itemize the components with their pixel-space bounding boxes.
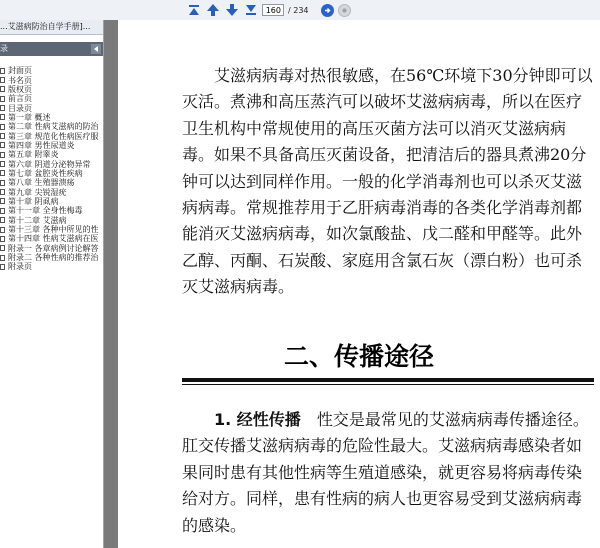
bookmark-page-icon	[0, 86, 5, 92]
first-page-button[interactable]	[186, 3, 201, 18]
collapse-panel-button[interactable]	[91, 44, 101, 54]
bookmark-item[interactable]	[0, 66, 103, 75]
bookmark-label: 目录页	[8, 103, 32, 113]
page-number-input[interactable]	[262, 4, 284, 16]
bookmark-label: 第十三章 各种中所见的性	[8, 225, 99, 235]
bookmark-label: 第十章 阴虱病	[8, 196, 59, 206]
bookmark-page-icon	[0, 217, 5, 223]
bookmark-item[interactable]	[0, 244, 103, 253]
collapse-icon	[93, 46, 99, 52]
bookmark-page-icon	[0, 264, 5, 270]
body-paragraph-1: 艾滋病病毒对热很敏感，在56℃环境下30分钟即可以灭活。煮沸和高压蒸汽可以破坏艾滋病病毒，所以在医疗卫生机构中常规使用的高压灭菌方法可以消灭艾滋病病毒。如果不具备高压灭菌设备，把清洁后的器具煮沸20分钟可以达到同样作用。一般的化学消毒剂也可以杀灭艾滋病病毒。常规推荐用于乙肝病毒消毒的各类化学消毒剂都能消灭艾滋病病毒，如次氯酸盐、戊二醛和甲醛等。此外乙醇、丙酮、石炭酸、家庭用含氯石灰（漂白粉）也可杀灭艾滋病病毒。	[182, 66, 593, 297]
bookmark-item[interactable]	[0, 85, 103, 94]
bookmark-item[interactable]	[0, 75, 103, 84]
bookmark-page-icon	[0, 133, 5, 139]
bookmark-panel-title: 录	[0, 44, 8, 53]
bookmark-item[interactable]	[0, 141, 103, 150]
bookmark-label: 版权页	[8, 84, 32, 94]
bookmark-item[interactable]	[0, 159, 103, 168]
bookmark-page-icon	[0, 152, 5, 158]
bookmark-label: 书名页	[8, 75, 32, 85]
bookmark-label: 第七章 盆腔炎性疾病	[8, 168, 83, 178]
bookmark-item[interactable]	[0, 103, 103, 112]
body-paragraph-2-text: 性交是最常见的艾滋病病毒传播途径。肛交传播艾滋病病毒的危险性最大。艾滋病病毒感染者如果同时患有其他性病等生殖道感染，就更容易将病毒传染给对方。同样，患有性病的病人也更容易受到艾滋病病毒的感染。	[182, 410, 589, 535]
bookmark-page-icon	[0, 198, 5, 204]
bookmark-label: 附录一 各章病例讨论解答	[8, 243, 99, 253]
bookmark-label: 第十四章 性病艾滋病在医	[8, 234, 99, 244]
bookmark-page-icon	[0, 170, 5, 176]
bookmark-page-icon	[0, 245, 5, 251]
bookmark-label: 附录二 各种性病的推荐治	[8, 253, 99, 263]
bookmark-item[interactable]	[0, 216, 103, 225]
bookmark-page-icon	[0, 236, 5, 242]
go-icon	[323, 6, 332, 15]
page-gutter	[104, 20, 118, 548]
bookmark-label: 附录页	[8, 262, 32, 272]
bookmark-page-icon	[0, 227, 5, 233]
bookmark-item[interactable]	[0, 262, 103, 271]
document-tab[interactable]: ...艾滋病防治自学手册]...	[0, 20, 103, 35]
bookmark-page-icon	[0, 77, 5, 83]
page-navigation	[186, 2, 351, 18]
page-total-label: / 234	[288, 5, 309, 15]
next-page-button[interactable]	[224, 3, 239, 18]
bookmark-label: 第五章 附睾炎	[8, 150, 59, 160]
next-page-icon	[225, 3, 239, 17]
bookmark-item[interactable]	[0, 187, 103, 196]
bookmark-label: 第十二章 艾滋病	[8, 215, 67, 225]
stop-icon	[341, 7, 348, 14]
bookmark-label: 前言页	[8, 94, 32, 104]
bookmark-page-icon	[0, 142, 5, 148]
first-page-icon	[187, 3, 201, 17]
bookmark-page-icon	[0, 180, 5, 186]
bookmark-item[interactable]	[0, 94, 103, 103]
bookmark-page-icon	[0, 161, 5, 167]
bookmark-item[interactable]	[0, 197, 103, 206]
last-page-icon	[244, 3, 258, 17]
bookmark-page-icon	[0, 255, 5, 261]
bookmark-item[interactable]	[0, 169, 103, 178]
bookmark-page-icon	[0, 208, 5, 214]
prev-page-icon	[206, 3, 220, 17]
bookmark-label: 第二章 性病艾滋病的防治	[8, 122, 99, 132]
bookmark-item[interactable]	[0, 150, 103, 159]
bookmark-label: 第八章 生殖器溃疡	[8, 178, 75, 188]
last-page-button[interactable]	[243, 3, 258, 18]
prev-page-button[interactable]	[205, 3, 220, 18]
bookmark-label: 第一章 概述	[8, 112, 51, 122]
body-paragraph-2	[182, 407, 594, 539]
bookmark-label: 封面页	[8, 66, 32, 76]
stop-button[interactable]	[338, 4, 351, 17]
bookmark-item[interactable]	[0, 113, 103, 122]
bookmark-panel-header	[0, 42, 103, 56]
section-heading: 二、传播途径	[283, 342, 434, 371]
bookmark-page-icon	[0, 189, 5, 195]
bookmark-item[interactable]	[0, 234, 103, 243]
subsection-label: 1. 经性传播	[214, 410, 301, 429]
bookmark-item[interactable]	[0, 206, 103, 215]
bookmark-item[interactable]	[0, 253, 103, 262]
bookmark-page-icon	[0, 105, 5, 111]
bookmark-label: 第九章 尖锐湿疣	[8, 187, 67, 197]
sidebar	[0, 20, 104, 548]
toolbar	[0, 0, 600, 21]
bookmark-page-icon	[0, 124, 5, 130]
bookmark-label: 第三章 规范化性病医疗服	[8, 131, 99, 141]
bookmark-item[interactable]	[0, 178, 103, 187]
bookmark-item[interactable]	[0, 122, 103, 131]
bookmark-page-icon	[0, 114, 5, 120]
document-page	[118, 20, 600, 548]
heading-rule-thin	[182, 384, 594, 385]
bookmark-label: 第四章 男性尿道炎	[8, 140, 75, 150]
go-button[interactable]	[321, 4, 334, 17]
bookmark-page-icon	[0, 68, 5, 74]
bookmark-item[interactable]	[0, 131, 103, 140]
bookmark-list	[0, 66, 103, 272]
bookmark-label: 第六章 阴道分泌物异常	[8, 159, 91, 169]
bookmark-label: 第十一章 全身性梅毒	[8, 206, 83, 216]
bookmark-page-icon	[0, 96, 5, 102]
heading-rule-thick	[182, 378, 594, 382]
bookmark-item[interactable]	[0, 225, 103, 234]
